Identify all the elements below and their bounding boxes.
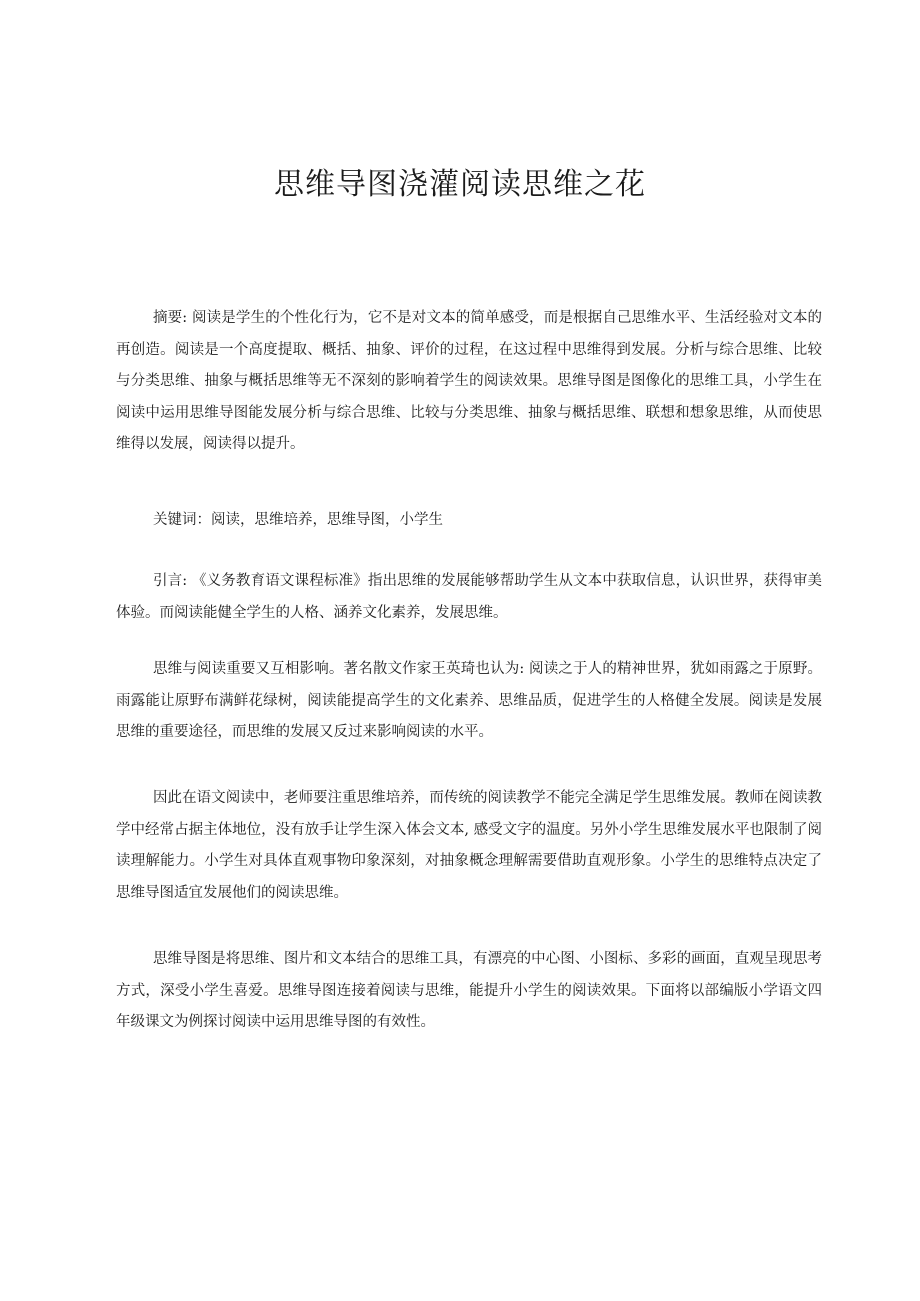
paragraph-text: 摘要: 阅读是学生的个性化行为，它不是对文本的简单感受，而是根据自己思维水平、生活经验对文本的再创造。阅读是一个高度提取、概括、抽象、评价的过程，在这过程中思维得到发展。分析与综合思维、比较与分类思维、抽象与概括思维等无不深刻的影响着学生的阅读效果。思维导图是图像化的思维工具，小学生在阅读中运用思维导图能发展分析与综合思维、比较与分类思维、抽象与概括思维、联想和想象思维，从而使思维得以发展，阅读得以提升。: [116, 310, 822, 452]
introduction-paragraph: [116, 566, 822, 629]
paragraph-text: 引言: 《义务教育语文课程标准》指出思维的发展能够帮助学生从文本中获取信息，认识世界，获得审美体验。而阅读能健全学生的人格、涵养文化素养，发展思维。: [116, 573, 822, 621]
paragraph-text: 思维与阅读重要又互相影响。著名散文作家王英琦也认为: 阅读之于人的精神世界，犹如雨露之于原野。雨露能让原野布满鲜花绿树，阅读能提高学生的文化素养、思维品质，促进学生的人格健全发展。阅读是发展思维的重要途径，而思维的发展又反过来影响阅读的水平。: [116, 661, 822, 740]
body-paragraph: [116, 944, 822, 1039]
abstract-paragraph: [116, 303, 822, 461]
body-paragraph: [116, 783, 822, 909]
body-paragraph: [116, 654, 822, 749]
paragraph-text: 因此在语文阅读中，老师要注重思维培养，而传统的阅读教学不能完全满足学生思维发展。教师在阅读教学中经常占据主体地位，没有放手让学生深入体会文本, 感受文字的温度。另外小学生思维发展水平也限制了阅读理解能力。小学生对具体直观事物印象深刻，对抽象概念理解需要借助直观形象。小学生的思维特点决定了思维导图适宜发展他们的阅读思维。: [116, 790, 822, 901]
paragraph-text: 思维导图是将思维、图片和文本结合的思维工具，有漂亮的中心图、小图标、多彩的画面，直观呈现思考方式，深受小学生喜爱。思维导图连接着阅读与思维，能提升小学生的阅读效果。下面将以部编版小学语文四年级课文为例探讨阅读中运用思维导图的有效性。: [116, 951, 822, 1030]
paragraph-text: 关键词：阅读，思维培养，思维导图，小学生: [153, 512, 443, 528]
page-title: 思维导图浇灌阅读思维之花: [274, 167, 646, 202]
keywords-paragraph: [116, 505, 822, 537]
